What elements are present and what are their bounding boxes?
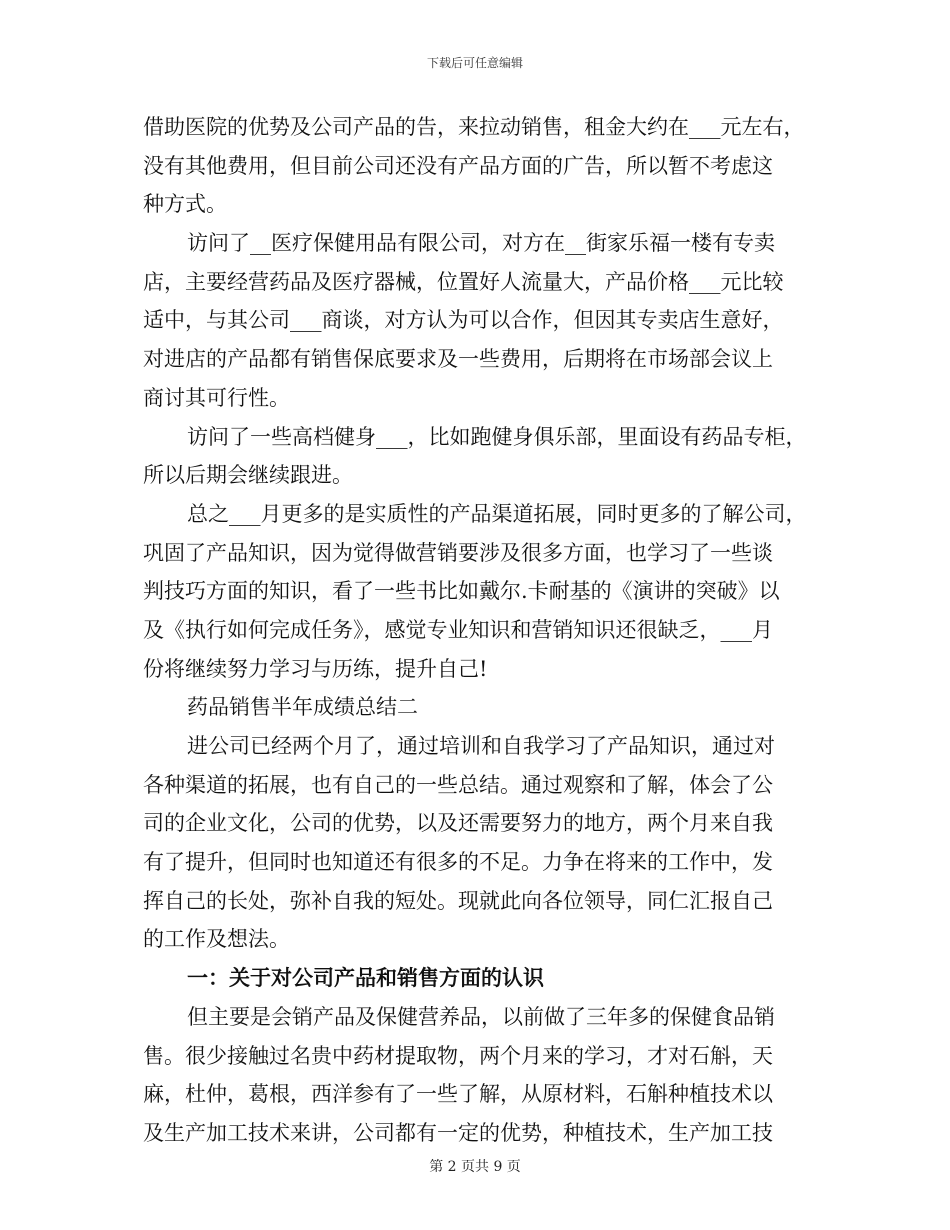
text-line: 访问了一些高档健身___，比如跑健身俱乐部，里面设有药品专柜， — [187, 424, 807, 449]
text-line: 的工作及想法。 — [143, 927, 290, 952]
text-line: 店，主要经营药品及医疗器械，位置好人流量大，产品价格___元比较 — [143, 269, 784, 294]
section-title: 药品销售半年成绩总结二 — [187, 695, 418, 720]
text-line: 访问了__医疗保健用品有限公司，对方在__街家乐福一楼有专卖 — [187, 231, 775, 256]
text-line: 售。很少接触过名贵中药材提取物，两个月来的学习，才对石斛，天 — [143, 1043, 773, 1068]
text-line: 及《执行如何完成任务》，感觉专业知识和营销知识还很缺乏，___月 — [143, 617, 773, 642]
text-line: 份将继续努力学习与历练，提升自己! — [143, 656, 488, 681]
text-line: 对进店的产品都有销售保底要求及一些费用，后期将在市场部会议上 — [143, 347, 773, 372]
text-line: 借助医院的优势及公司产品的告，来拉动销售，租金大约在___元左右， — [143, 115, 805, 139]
section-heading: 一：关于对公司产品和销售方面的认识 — [187, 965, 544, 991]
page-header-note: 下载后可任意编辑 — [426, 56, 523, 70]
text-line: 及生产加工技术来讲，公司都有一定的优势，种植技术，生产加工技 — [143, 1120, 773, 1145]
text-line: 巩固了产品知识，因为觉得做营销要涉及很多方面，也学习了一些谈 — [143, 540, 773, 565]
text-line: 总之___月更多的是实质性的产品渠道拓展，同时更多的了解公司， — [187, 501, 807, 526]
text-line: 进公司已经两个月了，通过培训和自我学习了产品知识，通过对 — [187, 734, 775, 758]
text-line: 各种渠道的拓展，也有自己的一些总结。通过观察和了解，体会了公 — [143, 772, 773, 797]
text-line: 判技巧方面的知识，看了一些书比如戴尔.卡耐基的《演讲的突破》以 — [143, 579, 780, 604]
text-line: 种方式。 — [143, 192, 227, 217]
text-line: 没有其他费用，但目前公司还没有产品方面的广告，所以暂不考虑这 — [143, 153, 773, 178]
page-footer: 第 2 页共 9 页 — [429, 1159, 521, 1175]
text-line: 有了提升，但同时也知道还有很多的不足。力争在将来的工作中，发 — [143, 850, 773, 875]
text-line: 但主要是会销产品及保健营养品，以前做了三年多的保健食品销 — [187, 1004, 775, 1029]
text-line: 司的企业文化，公司的优势，以及还需要努力的地方，两个月来自我 — [143, 811, 773, 836]
text-line: 所以后期会继续跟进。 — [143, 463, 353, 488]
text-line: 适中，与其公司___商谈，对方认为可以合作，但因其专卖店生意好， — [143, 308, 784, 333]
text-line: 麻，杜仲，葛根，西洋参有了一些了解，从原材料，石斛种植技术以 — [143, 1082, 773, 1107]
document-body — [143, 108, 823, 1153]
text-line: 商讨其可行性。 — [143, 385, 290, 410]
text-line: 挥自己的长处，弥补自我的短处。现就此向各位领导，同仁汇报自己 — [143, 888, 773, 913]
